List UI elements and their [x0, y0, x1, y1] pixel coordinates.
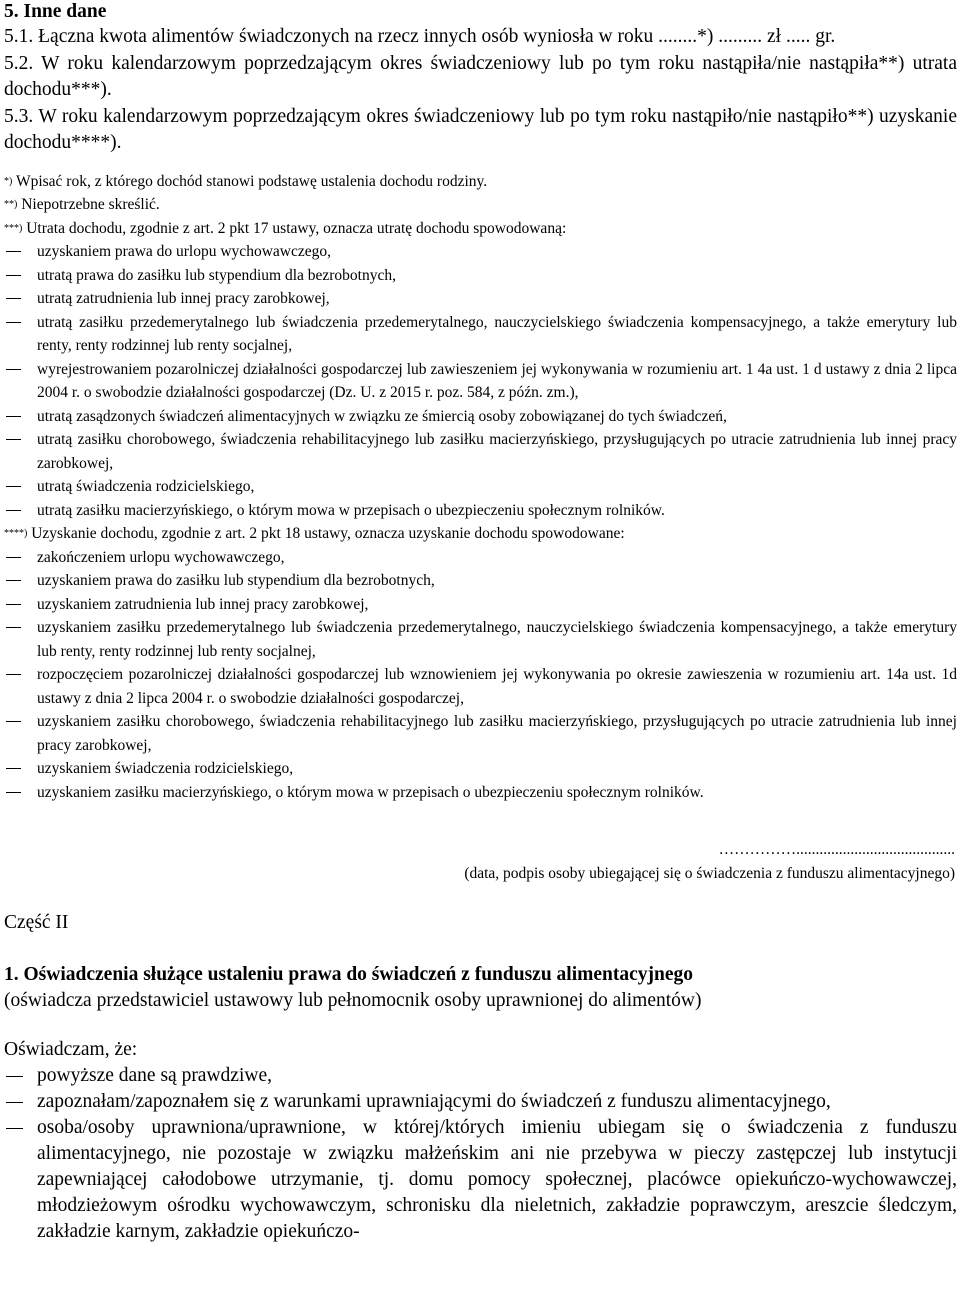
footnote-3	[4, 217, 957, 241]
list-item: utratą zasiłku przedemerytalnego lub świadczenia przedemerytalnego, nauczycielskiego świadczenia kompensacyjnego, a także emerytury lub renty, renty rodzinnej lub renty socjalnej,	[4, 311, 957, 358]
footnote-2	[4, 193, 957, 217]
list-item: utratą zasiłku chorobowego, świadczenia rehabilitacyjnego lub zasiłku macierzyńskiego, przysługujących po utracie zatrudnienia lub innej pracy zarobkowej,	[4, 428, 957, 475]
section-5-title: 5. Inne dane	[4, 1, 107, 22]
footnote-2-mark: **)	[4, 199, 18, 210]
section-5-2: 5.2. W roku kalendarzowym poprzedzającym okres świadczeniowy lub po tym roku nastąpiła/nie nastąpiła**) utrata dochodu***).	[4, 52, 957, 100]
footnote-1	[4, 170, 957, 194]
footnote-3-text: Utrata dochodu, zgodnie z art. 2 pkt 17 ustawy, oznacza utratę dochodu spowodowaną:	[26, 219, 567, 237]
signature-block	[4, 838, 957, 885]
list-item: rozpoczęciem pozarolniczej działalności gospodarczej lub wznowieniem jej wykonywania po okresie zawieszenia w rozumieniu art. 14a ust. 1d ustawy z dnia 2 lipca 2004 r. o swobodzie działalności gospodarczej,	[4, 663, 957, 710]
footnote-1-text: Wpisać rok, z którego dochód stanowi podstawę ustalenia dochodu rodziny.	[15, 172, 488, 190]
list-item: uzyskaniem zasiłku macierzyńskiego, o którym mowa w przepisach o ubezpieczeniu społecznym rolników.	[4, 781, 957, 805]
list-item: zapoznałam/zapoznałem się z warunkami uprawniającymi do świadczeń z funduszu alimentacyjnego,	[4, 1089, 957, 1115]
declaration-intro: Oświadczam, że:	[4, 1039, 138, 1060]
list-item: osoba/osoby uprawniona/uprawnione, w której/których imieniu ubiegam się o świadczenia z funduszu alimentacyjnego, nie pozostaje w związku małżeńskim ani nie przebywa w pieczy zastępczej lub instytucji zapewniającej całodobowe utrzymanie, tj. domu pomocy społecznej, placówce opiekuńczo-wychowawczej, młodzieżowym ośrodku wychowawczym, schronisku dla nieletnich, zakładzie poprawczym, areszcie śledczym, zakładzie karnym, zakładzie opiekuńczo-	[4, 1115, 957, 1245]
list-item: uzyskaniem prawa do zasiłku lub stypendium dla bezrobotnych,	[4, 569, 957, 593]
footnote-4-text: Uzyskanie dochodu, zgodnie z art. 2 pkt 18 ustawy, oznacza uzyskanie dochodu spowodowane:	[31, 525, 625, 542]
list-item: utratą zasiłku macierzyńskiego, o którym mowa w przepisach o ubezpieczeniu społecznym rolników.	[4, 499, 957, 523]
part-2-section	[4, 962, 957, 1245]
footnotes	[4, 170, 957, 805]
footnote-4	[4, 522, 957, 546]
footnote-1-mark: *)	[4, 175, 13, 187]
list-item: utratą świadczenia rodzicielskiego,	[4, 475, 957, 499]
list-item: utratą zasądzonych świadczeń alimentacyjnych w związku ze śmiercią osoby zobowiązanej do tych świadczeń,	[4, 405, 957, 429]
declaration-list	[4, 1063, 957, 1245]
footnote-4-list	[4, 546, 957, 805]
list-item: wyrejestrowaniem pozarolniczej działalności gospodarczej lub zawieszeniem jej wykonywania w rozumieniu art. 1 4a ust. 1 d ustawy z dnia 2 lipca 2004 r. o swobodzie działalności gospodarczej (Dz. U. z 2015 r. poz. 584, z późn. zm.),	[4, 358, 957, 405]
footnote-3-mark: ***)	[4, 222, 23, 234]
signature-line: …………….........................................	[718, 841, 955, 858]
footnote-3-list	[4, 240, 957, 522]
section-5-3: 5.3. W roku kalendarzowym poprzedzającym okres świadczeniowy lub po tym roku nastąpiło/nie nastąpiło**) uzyskanie dochodu****).	[4, 105, 957, 153]
part-2-subheading: (oświadcza przedstawiciel ustawowy lub pełnomocnik osoby uprawnionej do alimentów)	[4, 990, 702, 1011]
footnote-4-mark: ****)	[4, 528, 28, 539]
list-item: utratą prawa do zasiłku lub stypendium dla bezrobotnych,	[4, 264, 957, 288]
part-2-heading: 1. Oświadczenia służące ustaleniu prawa do świadczeń z funduszu alimentacyjnego	[4, 964, 694, 985]
list-item: uzyskaniem zasiłku przedemerytalnego lub świadczenia przedemerytalnego, nauczycielskiego świadczenia kompensacyjnego, a także emerytury lub renty, renty rodzinnej lub renty socjalnej,	[4, 616, 957, 663]
list-item: uzyskaniem zasiłku chorobowego, świadczenia rehabilitacyjnego lub zasiłku macierzyńskiego, przysługujących po utracie zatrudnienia lub innej pracy zarobkowej,	[4, 710, 957, 757]
part-2-title: Część II	[4, 912, 69, 933]
list-item: uzyskaniem zatrudnienia lub innej pracy zarobkowej,	[4, 593, 957, 617]
footnote-2-text: Niepotrzebne skreślić.	[21, 196, 160, 213]
list-item: powyższe dane są prawdziwe,	[4, 1063, 957, 1089]
list-item: utratą zatrudnienia lub innej pracy zarobkowej,	[4, 287, 957, 311]
list-item: uzyskaniem świadczenia rodzicielskiego,	[4, 757, 957, 781]
signature-caption: (data, podpis osoby ubiegającej się o świadczenia z funduszu alimentacyjnego)	[464, 864, 955, 882]
section-5-1: 5.1. Łączna kwota alimentów świadczonych na rzecz innych osób wyniosła w roku ........*) ......... zł ..... gr.	[4, 26, 836, 47]
list-item: uzyskaniem prawa do urlopu wychowawczego,	[4, 240, 957, 264]
list-item: zakończeniem urlopu wychowawczego,	[4, 546, 957, 570]
